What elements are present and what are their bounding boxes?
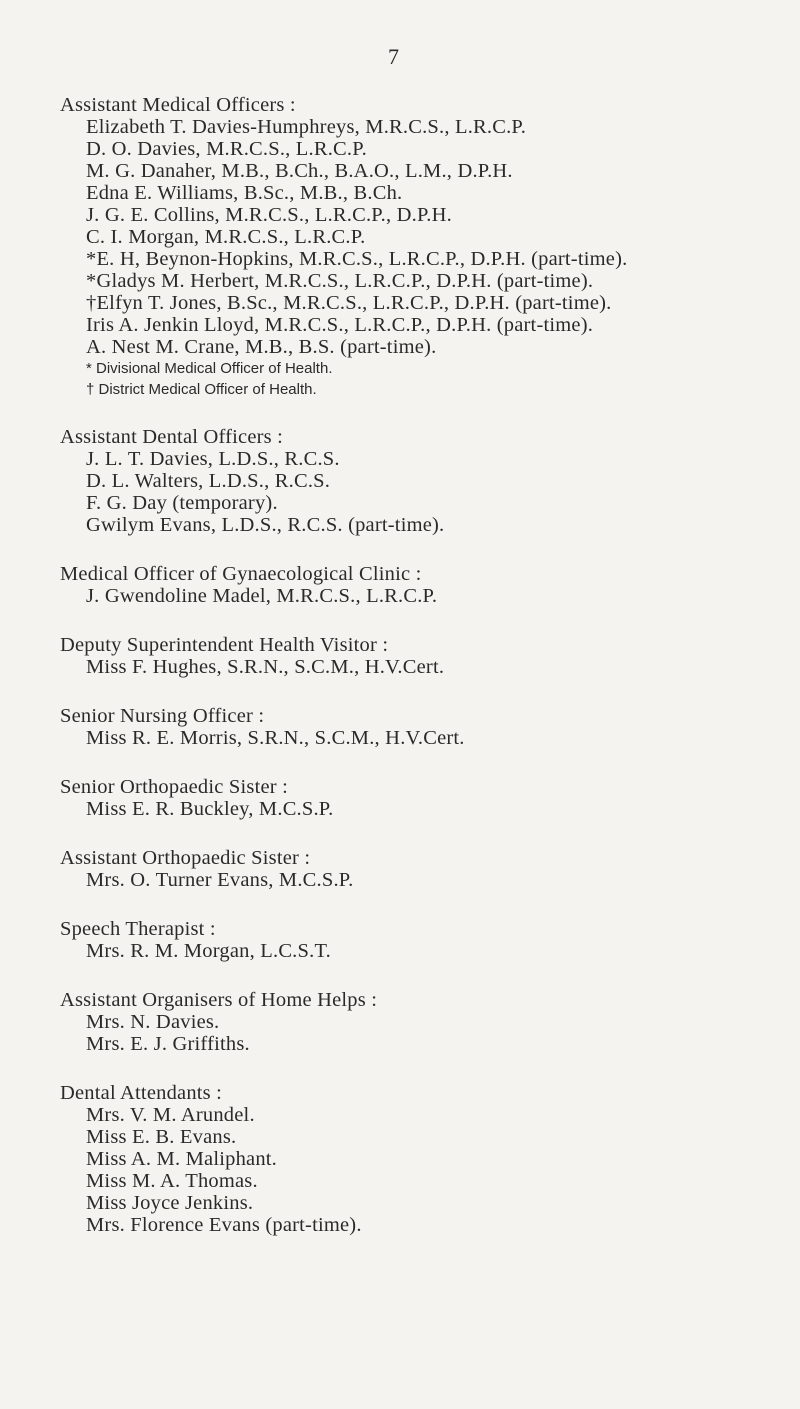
staff-entry: Iris A. Jenkin Lloyd, M.R.C.S., L.R.C.P., D.P.H. (part-time).	[86, 314, 594, 336]
staff-entry: †Elfyn T. Jones, B.Sc., M.R.C.S., L.R.C.P., D.P.H. (part-time).	[86, 292, 612, 314]
staff-entry: Miss R. E. Morris, S.R.N., S.C.M., H.V.Cert.	[86, 727, 465, 749]
section-heading: Assistant Dental Officers :	[60, 426, 284, 448]
staff-entry: Edna E. Williams, B.Sc., M.B., B.Ch.	[86, 182, 403, 204]
staff-entry: Elizabeth T. Davies-Humphreys, M.R.C.S., L.R.C.P.	[86, 116, 527, 138]
section-assistant-orthopaedic-sister	[60, 847, 790, 891]
staff-entry: Miss A. M. Maliphant.	[86, 1148, 277, 1170]
staff-entry: D. O. Davies, M.R.C.S., L.R.C.P.	[86, 138, 367, 160]
page-number: 7	[388, 44, 399, 69]
staff-entry: Mrs. V. M. Arundel.	[86, 1104, 255, 1126]
staff-entry: J. G. E. Collins, M.R.C.S., L.R.C.P., D.P.H.	[86, 204, 452, 226]
section-dental-attendants	[60, 1082, 790, 1236]
staff-entry: Mrs. R. M. Morgan, L.C.S.T.	[86, 940, 331, 962]
footnote: † District Medical Officer of Health.	[86, 381, 317, 398]
staff-entry: Mrs. O. Turner Evans, M.C.S.P.	[86, 869, 354, 891]
section-speech-therapist	[60, 918, 790, 962]
footnote: * Divisional Medical Officer of Health.	[86, 360, 333, 377]
section-heading: Assistant Orthopaedic Sister :	[60, 847, 311, 869]
section-heading: Senior Nursing Officer :	[60, 705, 265, 727]
section-deputy-superintendent-health-visitor	[60, 634, 790, 678]
staff-entry: Miss E. B. Evans.	[86, 1126, 237, 1148]
staff-entry: J. Gwendoline Madel, M.R.C.S., L.R.C.P.	[86, 585, 438, 607]
staff-entry: Miss F. Hughes, S.R.N., S.C.M., H.V.Cert.	[86, 656, 445, 678]
section-senior-nursing-officer	[60, 705, 790, 749]
staff-entry: D. L. Walters, L.D.S., R.C.S.	[86, 470, 331, 492]
staff-entry: Mrs. N. Davies.	[86, 1011, 220, 1033]
section-heading: Deputy Superintendent Health Visitor :	[60, 634, 389, 656]
section-heading: Senior Orthopaedic Sister :	[60, 776, 289, 798]
staff-entry: *E. H, Beynon-Hopkins, M.R.C.S., L.R.C.P., D.P.H. (part-time).	[86, 248, 628, 270]
section-assistant-dental-officers	[60, 426, 790, 536]
staff-entry: F. G. Day (temporary).	[86, 492, 278, 514]
section-heading: Assistant Organisers of Home Helps :	[60, 989, 378, 1011]
section-heading: Dental Attendants :	[60, 1082, 223, 1104]
section-gynaecological-clinic	[60, 563, 790, 607]
staff-entry: A. Nest M. Crane, M.B., B.S. (part-time).	[86, 336, 437, 358]
staff-entry: Miss E. R. Buckley, M.C.S.P.	[86, 798, 334, 820]
staff-entry: M. G. Danaher, M.B., B.Ch., B.A.O., L.M., D.P.H.	[86, 160, 513, 182]
staff-entry: C. I. Morgan, M.R.C.S., L.R.C.P.	[86, 226, 366, 248]
staff-entry: Miss Joyce Jenkins.	[86, 1192, 254, 1214]
staff-entry: Mrs. Florence Evans (part-time).	[86, 1214, 362, 1236]
staff-entry: J. L. T. Davies, L.D.S., R.C.S.	[86, 448, 340, 470]
staff-entry: Gwilym Evans, L.D.S., R.C.S. (part-time).	[86, 514, 445, 536]
section-heading: Speech Therapist :	[60, 918, 216, 940]
staff-list	[60, 94, 790, 1263]
section-heading: Medical Officer of Gynaecological Clinic :	[60, 563, 422, 585]
section-home-helps-organisers	[60, 989, 790, 1055]
section-senior-orthopaedic-sister	[60, 776, 790, 820]
section-heading: Assistant Medical Officers :	[60, 94, 296, 116]
staff-entry: Miss M. A. Thomas.	[86, 1170, 258, 1192]
staff-entry: *Gladys M. Herbert, M.R.C.S., L.R.C.P., D.P.H. (part-time).	[86, 270, 594, 292]
staff-entry: Mrs. E. J. Griffiths.	[86, 1033, 250, 1055]
section-assistant-medical-officers	[60, 94, 790, 400]
